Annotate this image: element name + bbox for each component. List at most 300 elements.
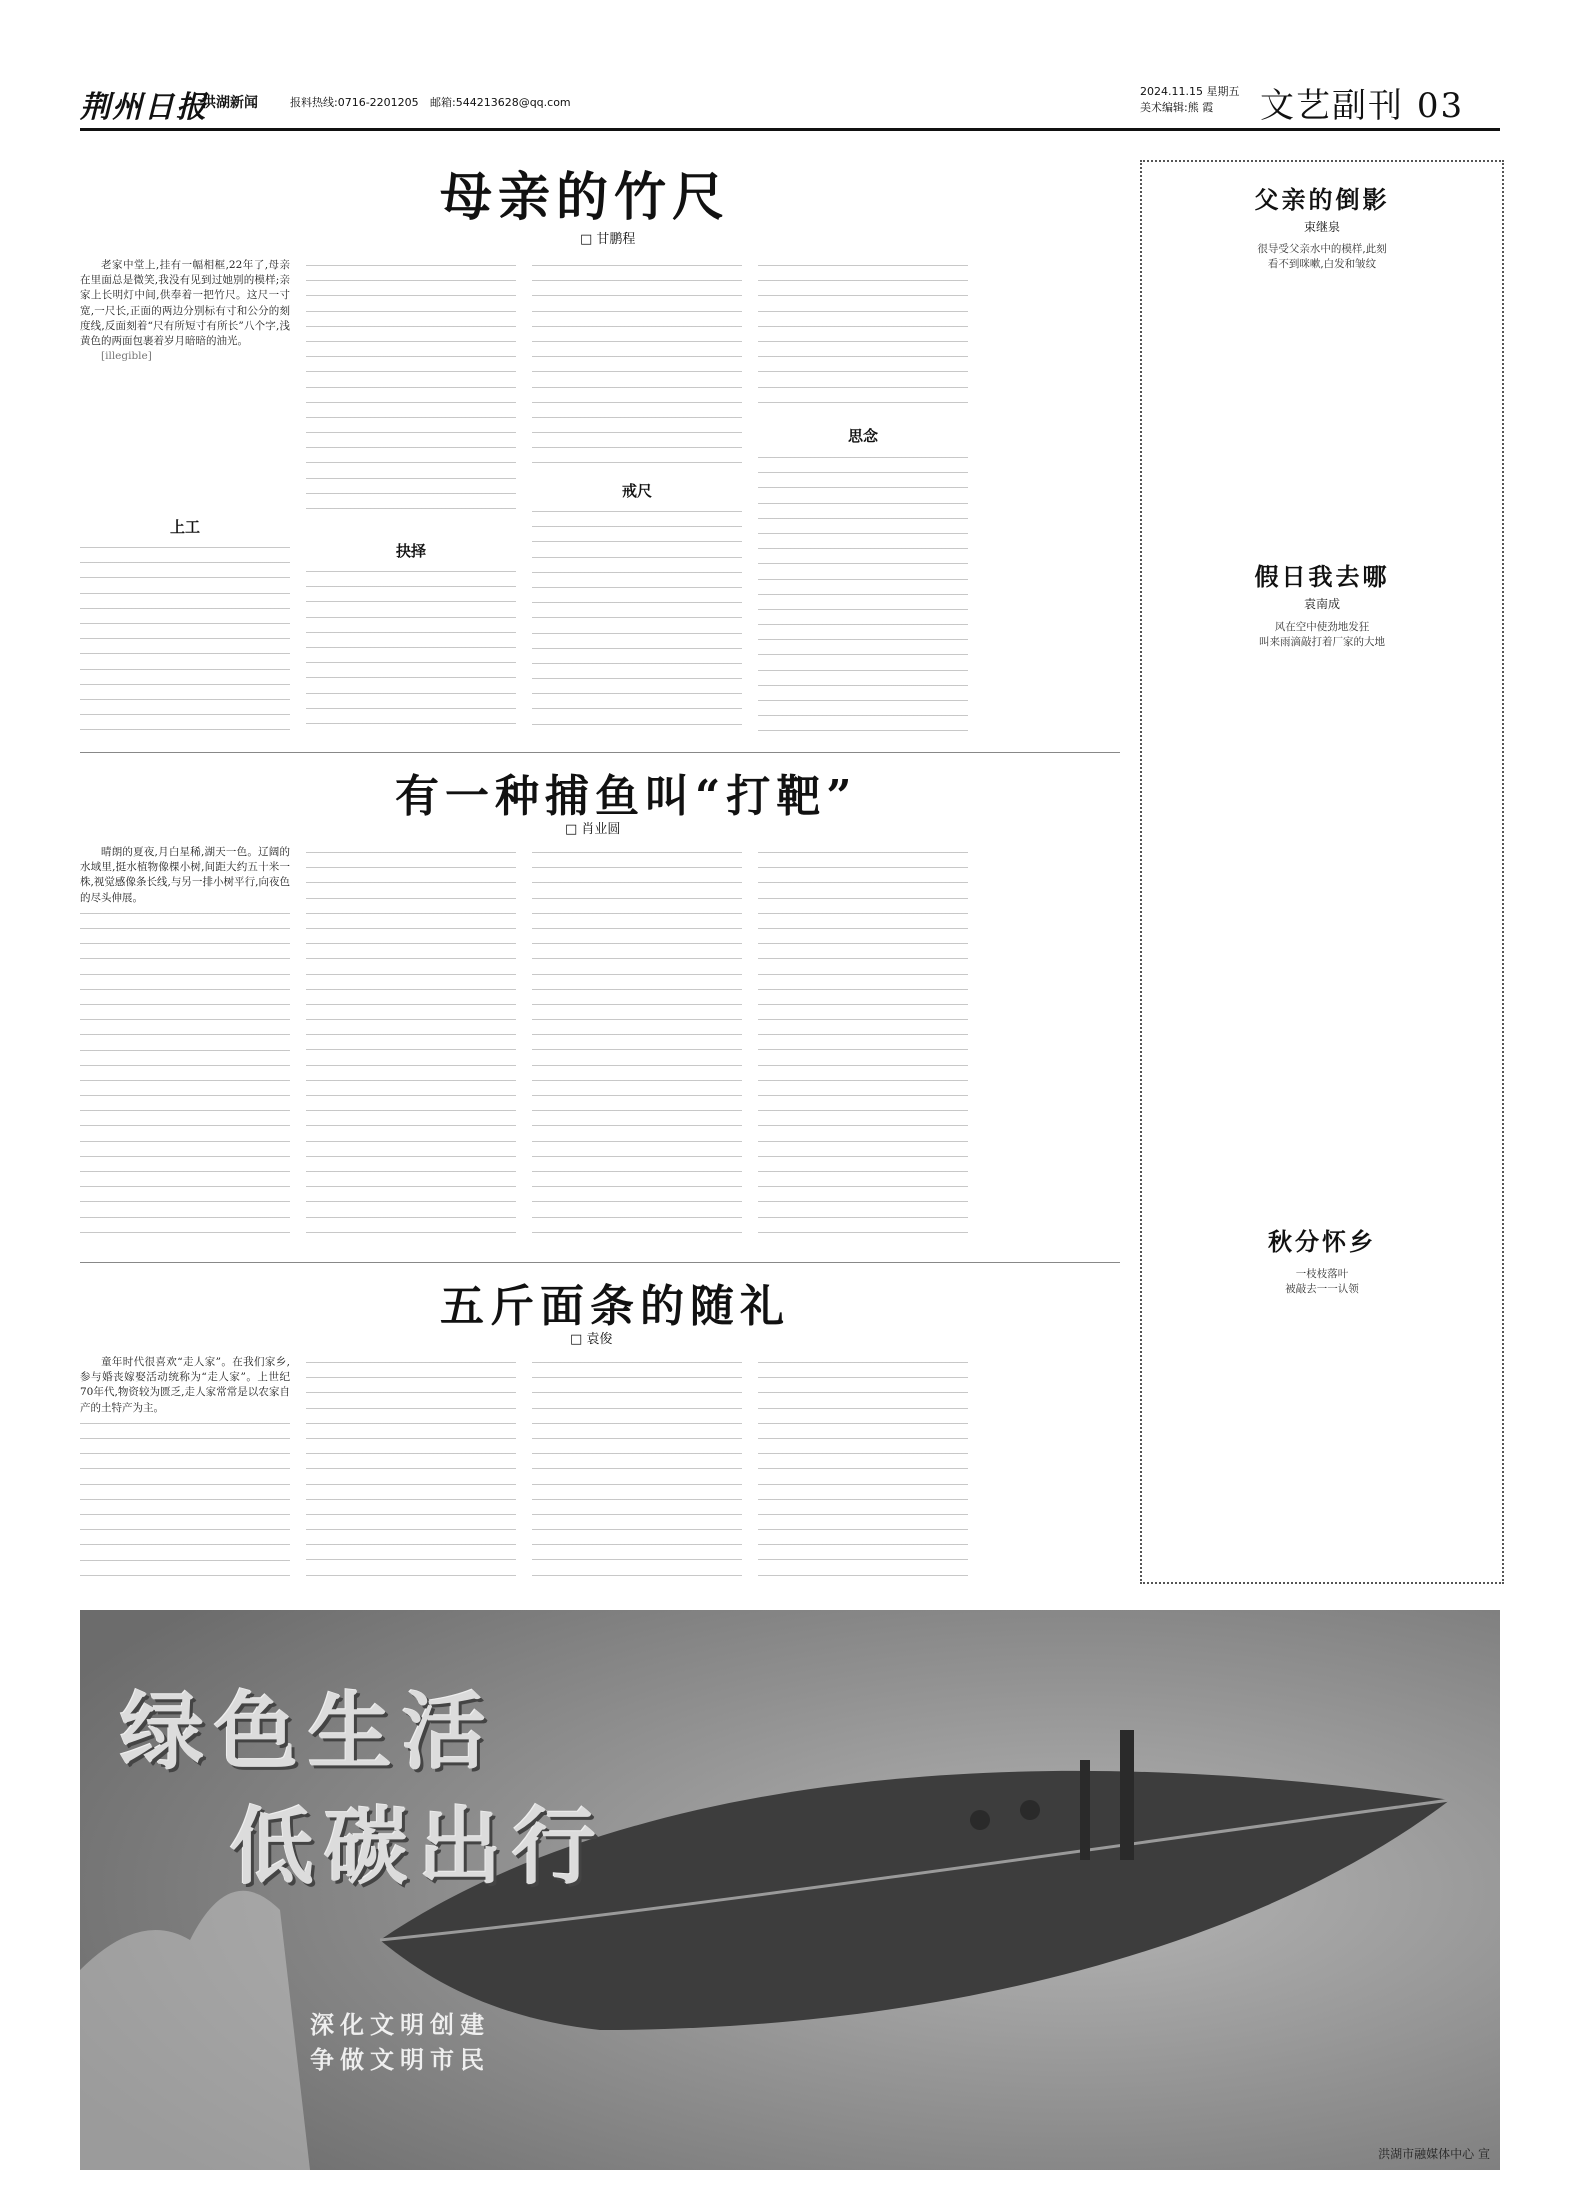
illegible-text-line — [306, 1416, 516, 1431]
illegible-text-line — [758, 1477, 968, 1492]
page-number: 03 — [1416, 86, 1465, 126]
illegible-text-line — [306, 982, 516, 997]
illegible-text-line — [80, 1103, 290, 1118]
poem-1-author: 束继泉 — [1303, 220, 1340, 234]
ad-sub-2: 争做文明市民 — [310, 2046, 490, 2074]
article-3-col-3 — [532, 1355, 742, 1585]
illegible-text-line — [80, 1568, 290, 1583]
article-2-lead: 晴朗的夏夜,月白星稀,湖天一色。辽阔的水域里,挺水植物像棵小树,间距大约五十米一株,视觉感像条长线,与另一排小树平行,向夜色的尽头伸展。 — [80, 846, 290, 904]
poem-2-body — [1172, 620, 1472, 650]
illegible-text-line — [306, 1210, 516, 1225]
illegible-text-line — [306, 1179, 516, 1194]
illegible-text-line — [758, 496, 968, 511]
illegible-text-line — [532, 701, 742, 716]
illegible-text-line — [306, 349, 516, 364]
illegible-text-line — [306, 1194, 516, 1209]
poem-line: 很导受父亲水中的模样,此刻 — [1257, 243, 1387, 255]
illegible-text-line — [532, 534, 742, 549]
illegible-text-line — [532, 875, 742, 890]
section-name: 文艺副刊 — [1260, 86, 1404, 126]
illegible-text-line — [532, 1088, 742, 1103]
illegible-text-line — [758, 1492, 968, 1507]
illegible-text-line — [532, 1134, 742, 1149]
illegible-text-line — [532, 565, 742, 580]
article-2-title: 有一种捕鱼叫“打靶” — [395, 771, 858, 822]
illegible-text-line — [80, 1492, 290, 1507]
illegible-text-line — [80, 921, 290, 936]
illegible-text-line — [532, 1042, 742, 1057]
masthead — [80, 78, 1500, 126]
illegible-text-line — [758, 906, 968, 921]
illegible-text-line — [758, 1149, 968, 1164]
illegible-text-line — [758, 450, 968, 465]
illegible-text-line — [532, 951, 742, 966]
hotline: 报料热线:0716-2201205 — [290, 96, 419, 109]
illegible-text-line — [758, 395, 968, 410]
illegible-text-line — [532, 504, 742, 519]
illegible-text-line — [306, 1370, 516, 1385]
header-rule — [80, 128, 1500, 131]
illegible-text-line — [306, 1568, 516, 1583]
illegible-text-line — [532, 1522, 742, 1537]
illegible-text-line — [532, 891, 742, 906]
illegible-text-line — [758, 632, 968, 647]
illegible-text-line — [306, 845, 516, 860]
poem-2-author: 袁南成 — [1303, 597, 1340, 611]
illegible-text-line — [532, 1568, 742, 1583]
illegible-text-line — [532, 1537, 742, 1552]
illegible-text-line — [306, 1027, 516, 1042]
illegible-text-line — [532, 1552, 742, 1567]
illegible-text-line — [306, 640, 516, 655]
illegible-text-line — [80, 616, 290, 631]
poetry-sidebar — [1140, 160, 1504, 1584]
art-editor: 美术编辑:熊 霞 — [1140, 101, 1214, 114]
illegible-text-line — [306, 258, 516, 273]
illegible-text-line — [80, 1225, 290, 1240]
illegible-text-line — [758, 572, 968, 587]
illegible-text-line — [306, 860, 516, 875]
illegible-text-line — [80, 1446, 290, 1461]
illegible-text-line — [306, 1149, 516, 1164]
illegible-text-line — [80, 951, 290, 966]
illegible-text-line — [80, 586, 290, 601]
illegible-text-line — [80, 1431, 290, 1446]
illegible-text-line — [80, 662, 290, 677]
illegible-text-line — [532, 1431, 742, 1446]
newspaper-logo: 荆州日报 — [80, 90, 208, 125]
illegible-text-line — [80, 967, 290, 982]
article-1-col-1b — [80, 540, 290, 740]
illegible-text-line — [758, 678, 968, 693]
illegible-text-line — [758, 1568, 968, 1583]
illegible-text-line — [306, 579, 516, 594]
illegible-text-line — [306, 564, 516, 579]
illegible-text-line — [758, 304, 968, 319]
illegible-text-line — [532, 1194, 742, 1209]
illegible-text-line — [532, 319, 742, 334]
illegible-text-line — [80, 936, 290, 951]
illegible-text-line — [758, 1522, 968, 1537]
illegible-text-line — [758, 480, 968, 495]
article-3-col-2 — [306, 1355, 516, 1585]
illegible-text-line — [532, 595, 742, 610]
illegible-text-line — [532, 626, 742, 641]
article-1-col-4 — [758, 258, 968, 418]
illegible-text-line — [758, 1416, 968, 1431]
article-1-col-2b — [306, 564, 516, 740]
illegible-text-line — [758, 526, 968, 541]
illegible-text-line — [758, 647, 968, 662]
article-1-subhead-2: 抉择 — [395, 542, 426, 560]
illegible-text-line — [532, 906, 742, 921]
article-1-col-1 — [80, 258, 290, 488]
illegible-text-line — [80, 1164, 290, 1179]
illegible-text-line — [306, 425, 516, 440]
illegible-text-line — [758, 936, 968, 951]
illegible-text-line — [80, 1179, 290, 1194]
ad-slogan-2: 低碳出行 — [230, 1797, 607, 1896]
poem-line: 看不到咪嗽,白发和皱纹 — [1267, 258, 1377, 270]
illegible-text-line — [758, 1179, 968, 1194]
illegible-text-line — [758, 511, 968, 526]
illegible-text-line — [758, 541, 968, 556]
illegible-text-line — [80, 707, 290, 722]
illegible-text-line — [532, 364, 742, 379]
illegible-text-line — [80, 570, 290, 585]
illegible-text-line — [306, 906, 516, 921]
illegible-text-line — [306, 1073, 516, 1088]
poem-1-title: 父亲的倒影 — [1254, 185, 1390, 214]
illegible-text-line — [758, 1431, 968, 1446]
illegible-text-line — [532, 1210, 742, 1225]
article-3-author: □ 袁俊 — [570, 1328, 612, 1347]
article-3-lead: 童年时代很喜欢“走人家”。在我们家乡,参与婚丧嫁娶活动统称为“走人家”。上世纪70年代,物资较为匮乏,走人家常常是以农家自产的土特产为主。 — [80, 1356, 290, 1414]
illegible-text-line — [80, 1073, 290, 1088]
illegible-text-line — [758, 1461, 968, 1476]
illegible-text-line — [80, 1027, 290, 1042]
illegible-text-line — [80, 1507, 290, 1522]
illegible-text-line — [758, 1385, 968, 1400]
illegible-text-line — [758, 997, 968, 1012]
ad-credit: 洪湖市融媒体中心 宣 — [1378, 2147, 1490, 2161]
illegible-text-line — [80, 1043, 290, 1058]
illegible-text-line — [306, 304, 516, 319]
illegible-text-line — [532, 717, 742, 732]
illegible-text-line — [758, 587, 968, 602]
illegible-text-line — [532, 380, 742, 395]
illegible-text-line — [306, 951, 516, 966]
illegible-text-line — [532, 395, 742, 410]
illegible-text-line — [758, 1507, 968, 1522]
illegible-text-line — [80, 692, 290, 707]
article-1-lead: 老家中堂上,挂有一幅相框,22年了,母亲在里面总是微笑,我没有见到过她别的模样;亲家上长明灯中间,供奉着一把竹尺。这尺一寸宽,一尺长,正面的两边分别标有寸和公分的刻度线,反面刻着“尺有所短寸有所长”八个字,浅黄色的两面包裹着岁月暗暗的油光。 — [80, 259, 290, 348]
illegible-text-line — [80, 1553, 290, 1568]
illegible-text-line — [532, 936, 742, 951]
illegible-text-line — [306, 501, 516, 516]
illegible-text-line — [532, 982, 742, 997]
illegible-text-line — [80, 1149, 290, 1164]
illegible-text-line — [306, 1058, 516, 1073]
illegible-text-line — [758, 1042, 968, 1057]
article-1-subhead-3: 戒尺 — [621, 482, 652, 500]
divider — [80, 752, 1120, 753]
illegible-text-line — [306, 625, 516, 640]
illegible-text-line — [758, 1103, 968, 1118]
divider — [80, 1262, 1120, 1263]
illegible-text-line — [80, 982, 290, 997]
illegible-text-line — [306, 1134, 516, 1149]
illegible-text-line — [758, 288, 968, 303]
article-2-col-1 — [80, 845, 290, 1250]
illegible-text-line — [758, 319, 968, 334]
illegible-text-line — [758, 1058, 968, 1073]
illegible-text-line — [80, 1134, 290, 1149]
illegible-text-line — [758, 982, 968, 997]
illegible-text-line — [532, 860, 742, 875]
illegible-text-line — [758, 617, 968, 632]
illegible-text-line — [306, 1492, 516, 1507]
illegible-text-line — [306, 655, 516, 670]
illegible-text-line — [306, 1461, 516, 1476]
illegible-text-line — [80, 906, 290, 921]
article-1-col-2 — [306, 258, 516, 528]
illegible-text-line — [306, 716, 516, 731]
illegible-text-line — [80, 722, 290, 737]
illegible-text-line — [306, 486, 516, 501]
illegible-text-line — [532, 519, 742, 534]
illegible-text-line — [758, 921, 968, 936]
illegible-text-line — [532, 1416, 742, 1431]
illegible-text-line — [758, 663, 968, 678]
illegible-text-line — [758, 349, 968, 364]
article-1-author: □ 甘鹏程 — [580, 228, 635, 247]
article-2-col-2 — [306, 845, 516, 1250]
article-1-title: 母亲的竹尺 — [440, 167, 731, 228]
illegible-text-line — [532, 273, 742, 288]
ad-slogan-1: 绿色生活 — [120, 1682, 497, 1781]
illegible-text-line — [532, 349, 742, 364]
illegible-text-line — [532, 550, 742, 565]
illegible-text-line — [306, 380, 516, 395]
illegible-text-line — [306, 1401, 516, 1416]
illegible-text-line — [758, 1225, 968, 1240]
illegible-text-line — [758, 273, 968, 288]
article-1-col-3 — [532, 258, 742, 478]
illegible-text-line — [758, 723, 968, 738]
illegible-text-line — [532, 1103, 742, 1118]
illegible-text-line — [306, 1431, 516, 1446]
illegible-text-line — [80, 601, 290, 616]
illegible-text-line — [758, 1446, 968, 1461]
illegible-text-line — [80, 1210, 290, 1225]
illegible-text-line — [532, 1385, 742, 1400]
article-3-col-1 — [80, 1355, 290, 1585]
illegible-text-line — [80, 1461, 290, 1476]
illegible-text-line — [532, 1058, 742, 1073]
illegible-text-line — [758, 602, 968, 617]
illegible-text-line — [80, 1522, 290, 1537]
illegible-text-line — [758, 380, 968, 395]
illegible-text-line — [80, 997, 290, 1012]
poem-line: 一枝枝落叶 — [1295, 1268, 1349, 1280]
illegible-text-line — [532, 610, 742, 625]
illegible-text-line — [758, 465, 968, 480]
illegible-text-line — [306, 1446, 516, 1461]
illegible-text-line — [306, 875, 516, 890]
illegible-text-line — [306, 610, 516, 625]
illegible-text-line — [80, 1058, 290, 1073]
article-1-subhead-1: 上工 — [169, 518, 200, 536]
illegible-text-line — [532, 1118, 742, 1133]
poem-line: 风在空中使劲地发狂 — [1274, 621, 1370, 633]
illegible-text-line — [532, 334, 742, 349]
article-1-col-4b — [758, 450, 968, 740]
illegible-text-line — [532, 671, 742, 686]
illegible-text-line — [758, 967, 968, 982]
illegible-text-line — [532, 1446, 742, 1461]
illegible-text-line — [306, 319, 516, 334]
illegible-text-line — [306, 1355, 516, 1370]
illegible-text-line — [758, 1537, 968, 1552]
illegible-text-line — [80, 1118, 290, 1133]
illegible-text-line — [532, 1149, 742, 1164]
illegible-text-line — [306, 1507, 516, 1522]
date-block — [1140, 84, 1239, 116]
illegible-text-line — [80, 555, 290, 570]
illegible-text-line — [306, 921, 516, 936]
illegible-text-line — [306, 1225, 516, 1240]
illegible-text-line — [80, 1537, 290, 1552]
illegible-text-line — [306, 1103, 516, 1118]
illegible-text-line — [758, 1194, 968, 1209]
illegible-text-line — [758, 1012, 968, 1027]
illegible-text-line — [758, 860, 968, 875]
illegible-text-line — [80, 1012, 290, 1027]
illegible-text-line — [306, 997, 516, 1012]
illegible-text-line — [532, 1370, 742, 1385]
illegible-text-line — [306, 334, 516, 349]
illegible-text-line — [80, 1194, 290, 1209]
illegible-text-line — [80, 631, 290, 646]
illegible-text-line — [306, 670, 516, 685]
illegible-text-line — [306, 455, 516, 470]
illegible-text-line — [306, 1012, 516, 1027]
article-3-title: 五斤面条的随礼 — [440, 1281, 790, 1332]
poem-line: 叫来雨滴敲打着厂家的大地 — [1259, 636, 1385, 648]
illegible-text-line — [532, 1461, 742, 1476]
illegible-text-line — [532, 1492, 742, 1507]
illegible-text-line — [532, 455, 742, 470]
illegible-text-line — [758, 364, 968, 379]
poem-3-body — [1172, 1267, 1472, 1297]
illegible-text-line — [532, 845, 742, 860]
illegible-text-line — [80, 540, 290, 555]
illegible-text-line — [306, 967, 516, 982]
poem-3-title: 秋分怀乡 — [1268, 1227, 1376, 1256]
illegible-text-line — [532, 1225, 742, 1240]
illegible-text-line — [306, 1164, 516, 1179]
illegible-text-line — [758, 1027, 968, 1042]
illegible-text-line — [80, 1416, 290, 1431]
article-2-author: □ 肖业圆 — [565, 818, 620, 837]
illegible-text-line — [306, 395, 516, 410]
illegible-text-line — [532, 1179, 742, 1194]
illegible-text-line — [80, 1477, 290, 1492]
illegible-text-line — [306, 1522, 516, 1537]
issue-date: 2024.11.15 星期五 — [1140, 85, 1240, 98]
poem-line: 被敲去一一认领 — [1285, 1283, 1359, 1295]
article-3-col-4 — [758, 1355, 968, 1585]
illegible-text-line — [758, 875, 968, 890]
ad-sub-1: 深化文明创建 — [310, 2011, 490, 2039]
illegible-text-line — [532, 656, 742, 671]
illegible-text-line — [758, 1118, 968, 1133]
illegible-text-line — [758, 1088, 968, 1103]
illegible-text-line — [758, 708, 968, 723]
illegible-text-line — [306, 288, 516, 303]
illegible-text-line — [306, 1385, 516, 1400]
email: 邮箱:544213628@qq.com — [430, 96, 571, 109]
illegible-text-line — [306, 273, 516, 288]
illegible-text-line — [758, 1401, 968, 1416]
illegible-text-line — [80, 1088, 290, 1103]
illegible-text-line — [532, 304, 742, 319]
illegible-text-line — [306, 471, 516, 486]
illegible-text-line — [532, 440, 742, 455]
illegible-text-line — [532, 258, 742, 273]
illegible-text-line — [758, 556, 968, 571]
illegible-text-line — [532, 967, 742, 982]
article-1-subhead-4: 思念 — [847, 427, 878, 445]
article-1-col-3b — [532, 504, 742, 740]
illegible-text-line — [306, 891, 516, 906]
illegible-text-line — [532, 425, 742, 440]
illegible-text-line — [758, 258, 968, 273]
illegible-text-line — [306, 594, 516, 609]
illegible-text-line — [80, 677, 290, 692]
illegible-text-line — [80, 646, 290, 661]
illegible-text-line — [758, 891, 968, 906]
illegible-text-line — [532, 686, 742, 701]
illegible-text-line — [758, 693, 968, 708]
illegible-text-line — [306, 1537, 516, 1552]
illegible-text-line — [306, 440, 516, 455]
illegible-text-line — [532, 1477, 742, 1492]
illegible-text-line — [532, 580, 742, 595]
illegible-text-line — [306, 1118, 516, 1133]
illegible-text-line — [532, 1355, 742, 1370]
section-title — [1260, 78, 1464, 127]
illegible-text-line — [532, 641, 742, 656]
illegible-text-line — [532, 410, 742, 425]
article-2-col-3 — [532, 845, 742, 1250]
illegible-text-line — [758, 845, 968, 860]
illegible-text-line — [532, 1073, 742, 1088]
illegible-text-line — [306, 364, 516, 379]
illegible-text-line — [532, 921, 742, 936]
text-placeholder: [illegible] — [101, 350, 152, 363]
illegible-text-line — [306, 1042, 516, 1057]
illegible-text-line — [532, 1027, 742, 1042]
illegible-text-line — [306, 1477, 516, 1492]
illegible-text-line — [758, 334, 968, 349]
illegible-text-line — [306, 686, 516, 701]
illegible-text-line — [758, 1355, 968, 1370]
illegible-text-line — [306, 1088, 516, 1103]
illegible-text-line — [532, 1507, 742, 1522]
illegible-text-line — [532, 997, 742, 1012]
